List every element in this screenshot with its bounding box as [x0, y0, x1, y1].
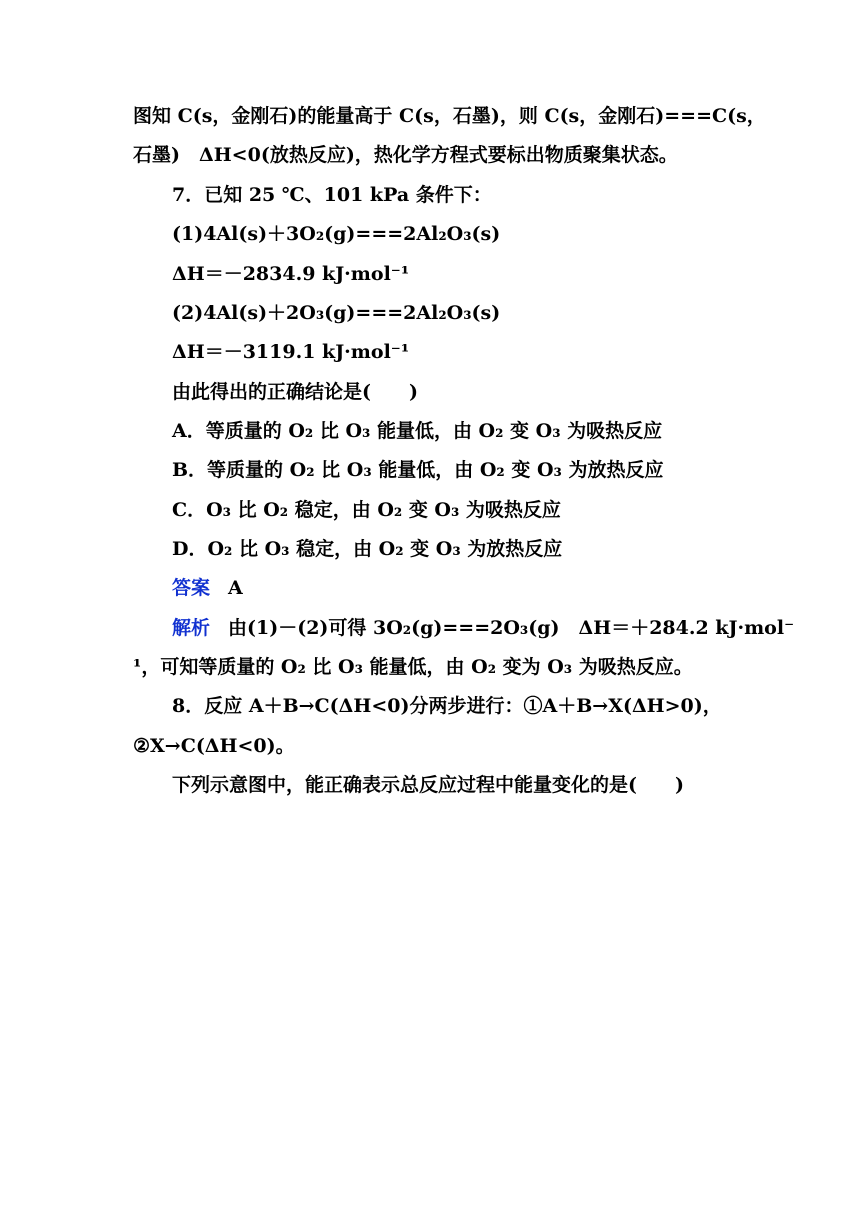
q7-answer — [172, 576, 243, 600]
q7-enthalpy-2: ΔH＝－3119.1 kJ·mol⁻¹ — [172, 341, 410, 363]
q7-option-d: D．O₂ 比 O₃ 稳定，由 O₂ 变 O₃ 为放热反应 — [172, 538, 563, 560]
intro-line-1: 图知 C(s，金刚石)的能量高于 C(s，石墨)，则 C(s，金刚石)===C(s， — [133, 105, 766, 127]
q7-analysis-line-1 — [172, 616, 794, 640]
answer-label: 答案 — [172, 577, 211, 599]
analysis-text-1: 由(1)－(2)可得 3O₂(g)===2O₃(g) ΔH＝＋284.2 kJ·mol⁻ — [228, 617, 795, 639]
intro-line-2: 石墨) ΔH<0(放热反应)，热化学方程式要标出物质聚集状态。 — [133, 144, 678, 166]
q7-option-c: C．O₃ 比 O₂ 稳定，由 O₂ 变 O₃ 为吸热反应 — [172, 499, 561, 521]
answer-value: A — [228, 577, 243, 599]
q7-stem: 7．已知 25 ℃、101 kPa 条件下： — [172, 184, 492, 206]
q8-stem-line-1: 8．反应 A＋B→C(ΔH<0)分两步进行：①A＋B→X(ΔH>0)， — [172, 695, 722, 717]
q7-enthalpy-1: ΔH＝－2834.9 kJ·mol⁻¹ — [172, 263, 410, 285]
q7-equation-2: (2)4Al(s)＋2O₃(g)===2Al₂O₃(s) — [172, 302, 501, 324]
q8-stem-line-2: ②X→C(ΔH<0)。 — [133, 735, 295, 757]
q8-prompt: 下列示意图中，能正确表示总反应过程中能量变化的是( ) — [172, 774, 684, 796]
q7-equation-1: (1)4Al(s)＋3O₂(g)===2Al₂O₃(s) — [172, 223, 501, 245]
q7-prompt: 由此得出的正确结论是( ) — [172, 381, 418, 403]
q7-analysis-line-2: ¹，可知等质量的 O₂ 比 O₃ 能量低，由 O₂ 变为 O₃ 为吸热反应。 — [133, 656, 693, 678]
analysis-label: 解析 — [172, 617, 211, 639]
q7-option-b: B．等质量的 O₂ 比 O₃ 能量低，由 O₂ 变 O₃ 为放热反应 — [172, 459, 664, 481]
q7-option-a: A．等质量的 O₂ 比 O₃ 能量低，由 O₂ 变 O₃ 为吸热反应 — [172, 420, 663, 442]
